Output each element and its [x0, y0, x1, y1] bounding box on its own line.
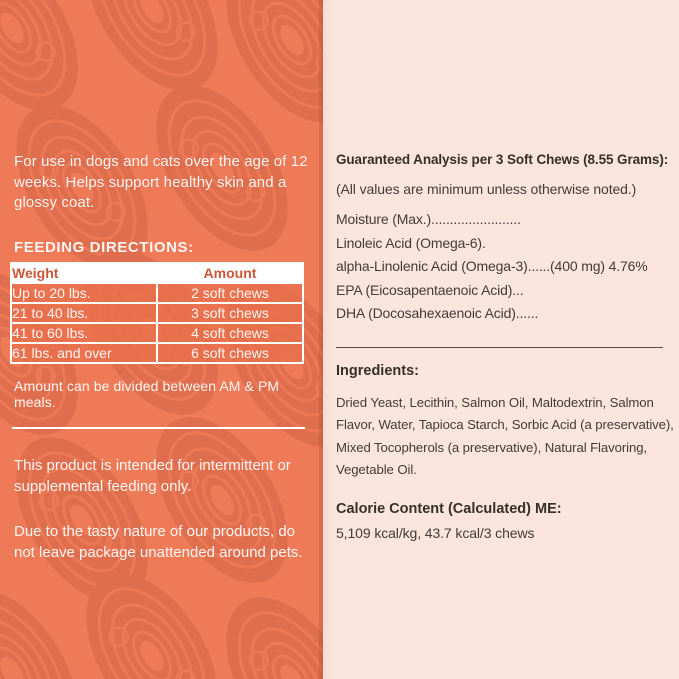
left-divider	[12, 427, 305, 429]
analysis-line-dha: DHA (Docosahexaenoic Acid)......	[336, 305, 539, 321]
analysis-line-moisture: Moisture (Max.)........................	[336, 211, 521, 227]
feeding-directions-heading: FEEDING DIRECTIONS:	[14, 238, 194, 256]
weight-cell: 21 to 40 lbs.	[11, 303, 157, 323]
weight-cell: Up to 20 lbs.	[11, 283, 157, 303]
right-divider	[336, 347, 663, 348]
column-header-amount: Amount	[157, 263, 303, 283]
table-row	[11, 303, 303, 323]
amount-cell: 3 soft chews	[157, 303, 303, 323]
left-panel-content	[0, 0, 323, 563]
package-caution-note: Due to the tasty nature of our products, do not leave package unattended around pets.	[14, 522, 303, 561]
analysis-lines	[336, 208, 676, 326]
table-row	[11, 323, 303, 343]
intermittent-feeding-note: This product is intended for intermittent or supplemental feeding only.	[14, 456, 291, 495]
guaranteed-analysis-heading: Guaranteed Analysis per 3 Soft Chews (8.55 Grams):	[336, 152, 669, 167]
amount-cell: 2 soft chews	[157, 283, 303, 303]
amount-cell: 4 soft chews	[157, 323, 303, 343]
analysis-line-epa: EPA (Eicosapentaenoic Acid)...	[336, 281, 524, 298]
weight-cell: 41 to 60 lbs.	[11, 323, 157, 343]
analysis-line-linoleic-acid: Linoleic Acid (Omega-6).	[336, 234, 486, 251]
feeding-directions-table	[10, 262, 304, 364]
calorie-content-value: 5,109 kcal/kg, 43.7 kcal/3 chews	[336, 524, 535, 541]
weight-cell: 61 lbs. and over	[11, 343, 157, 363]
ingredients-heading: Ingredients:	[336, 362, 419, 379]
calorie-content-heading: Calorie Content (Calculated) ME:	[336, 500, 562, 517]
table-header-row	[11, 263, 303, 283]
split-dose-note: Amount can be divided between AM & PM meals.	[14, 377, 280, 410]
table-row	[11, 343, 303, 363]
left-panel	[0, 0, 323, 679]
usage-statement: For use in dogs and cats over the age of 12 weeks. Helps support healthy skin and a glossy coat.	[14, 153, 308, 211]
amount-cell: 6 soft chews	[157, 343, 303, 363]
table-row	[11, 283, 303, 303]
analysis-line-alpha-linolenic-acid: alpha-Linolenic Acid (Omega-3)......(400 mg) 4.76%	[336, 258, 648, 274]
analysis-minimum-note: (All values are minimum unless otherwise noted.)	[336, 181, 637, 197]
column-header-weight: Weight	[11, 263, 157, 283]
ingredients-list: Dried Yeast, Lecithin, Salmon Oil, Maltodextrin, Salmon Flavor, Water, Tapioca Starch, Sorbic Acid (a preservative), Mixed Tocopherols (a preservative), Natural Flavoring, Vegetable Oil.	[336, 394, 674, 477]
right-panel	[323, 0, 679, 679]
